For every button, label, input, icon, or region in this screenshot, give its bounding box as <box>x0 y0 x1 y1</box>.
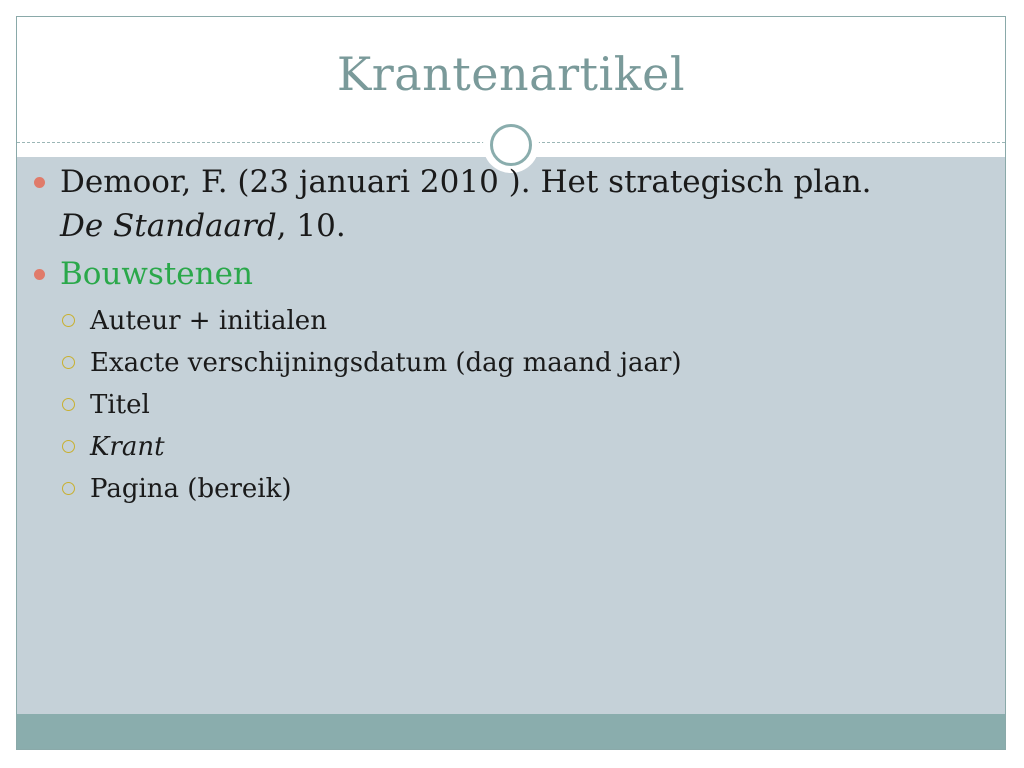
sub-item-date <box>28 342 968 384</box>
sub-item-label: Exacte verschijningsdatum (dag maand jaar) <box>90 348 682 378</box>
hollow-bullet-icon <box>62 356 75 369</box>
citation-item <box>28 160 968 248</box>
sub-item-label: Auteur + initialen <box>90 306 327 336</box>
sub-item-author <box>28 300 968 342</box>
sub-item-label: Krant <box>90 432 165 462</box>
sub-item-label: Titel <box>90 390 150 420</box>
hollow-bullet-icon <box>62 398 75 411</box>
sub-item-label: Pagina (bereik) <box>90 474 292 504</box>
hollow-bullet-icon <box>62 482 75 495</box>
filled-bullet-icon <box>34 269 45 280</box>
bouwstenen-heading-item <box>28 252 968 296</box>
citation-line: Demoor, F. (23 januari 2010 ). Het strategisch plan. <box>60 164 872 200</box>
sub-item-title <box>28 384 968 426</box>
sub-item-newspaper <box>28 426 968 468</box>
hollow-bullet-icon <box>62 440 75 453</box>
slide-content <box>28 160 968 510</box>
bouwstenen-heading: Bouwstenen <box>60 256 253 292</box>
citation-journal: De Standaard <box>60 208 277 244</box>
slide-title: Krantenartikel <box>336 47 686 101</box>
citation-page: , 10. <box>276 208 346 244</box>
hollow-bullet-icon <box>62 314 75 327</box>
sub-item-page-range <box>28 468 968 510</box>
footer-bar <box>17 714 1005 749</box>
filled-bullet-icon <box>34 177 45 188</box>
